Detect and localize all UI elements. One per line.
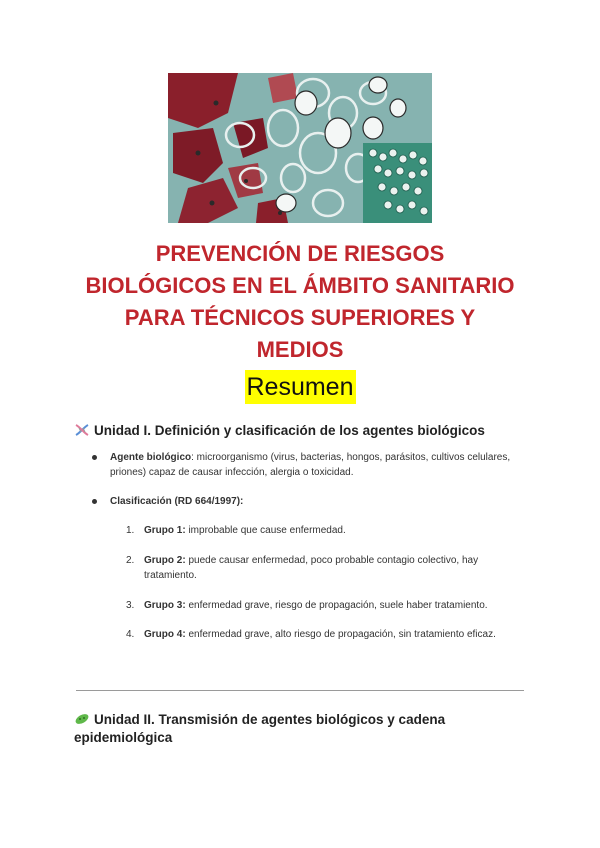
group-description: puede causar enfermedad, poco probable contagio colectivo, hay tratamiento. <box>144 555 479 581</box>
item-number: 3. <box>126 600 135 611</box>
document-title <box>40 238 560 366</box>
microbe-icon <box>74 712 90 726</box>
bullet-text <box>110 450 512 480</box>
bullet-label: Clasificación (RD 664/1997): <box>110 496 244 507</box>
item-number: 4. <box>126 629 135 640</box>
title-line-2: BIOLÓGICOS EN EL ÁMBITO SANITARIO <box>85 273 515 298</box>
unit-1-heading-text: Unidad I. Definición y clasificación de los agentes biológicos <box>94 423 485 438</box>
group-label: Grupo 1: <box>144 525 186 536</box>
microscopy-image <box>168 73 432 223</box>
bullet-text <box>110 494 512 509</box>
dna-icon <box>74 423 90 437</box>
bullet-dot <box>92 455 97 460</box>
item-text <box>144 627 526 642</box>
title-line-1: PREVENCIÓN DE RIESGOS <box>155 241 445 266</box>
summary-heading: Resumen <box>245 370 356 404</box>
section-divider <box>76 690 524 691</box>
list-item <box>92 494 512 509</box>
bullet-label: Agente biológico <box>110 452 192 463</box>
title-line-3: PARA TÉCNICOS SUPERIORES Y <box>124 305 476 330</box>
group-label: Grupo 4: <box>144 629 186 640</box>
bullet-dot <box>92 499 97 504</box>
list-item <box>92 450 512 480</box>
group-description: enfermedad grave, riesgo de propagación, suele haber tratamiento. <box>185 600 488 611</box>
unit-2-heading <box>74 711 454 747</box>
unit-1-heading <box>74 422 485 440</box>
item-text <box>144 523 526 538</box>
numbered-item <box>126 553 526 583</box>
unit-2-heading-text: Unidad II. Transmisión de agentes biológicos y cadena epidemiológica <box>74 712 446 745</box>
item-number: 2. <box>126 555 135 566</box>
group-label: Grupo 2: <box>144 555 186 566</box>
numbered-item <box>126 598 526 613</box>
item-text <box>144 553 526 583</box>
numbered-item <box>126 523 526 538</box>
group-description: enfermedad grave, alto riesgo de propagación, sin tratamiento eficaz. <box>185 629 496 640</box>
group-description: improbable que cause enfermedad. <box>185 525 346 536</box>
title-line-4: MEDIOS <box>256 337 344 362</box>
group-label: Grupo 3: <box>144 600 186 611</box>
numbered-item <box>126 627 526 642</box>
item-text <box>144 598 526 613</box>
item-number: 1. <box>126 525 135 536</box>
bullet-body: : microorganismo (virus, bacterias, hongos, parásitos, cultivos celulares, priones) capaz de causar infección, alergia o toxicidad. <box>110 452 511 478</box>
summary-heading-wrap <box>0 370 600 404</box>
